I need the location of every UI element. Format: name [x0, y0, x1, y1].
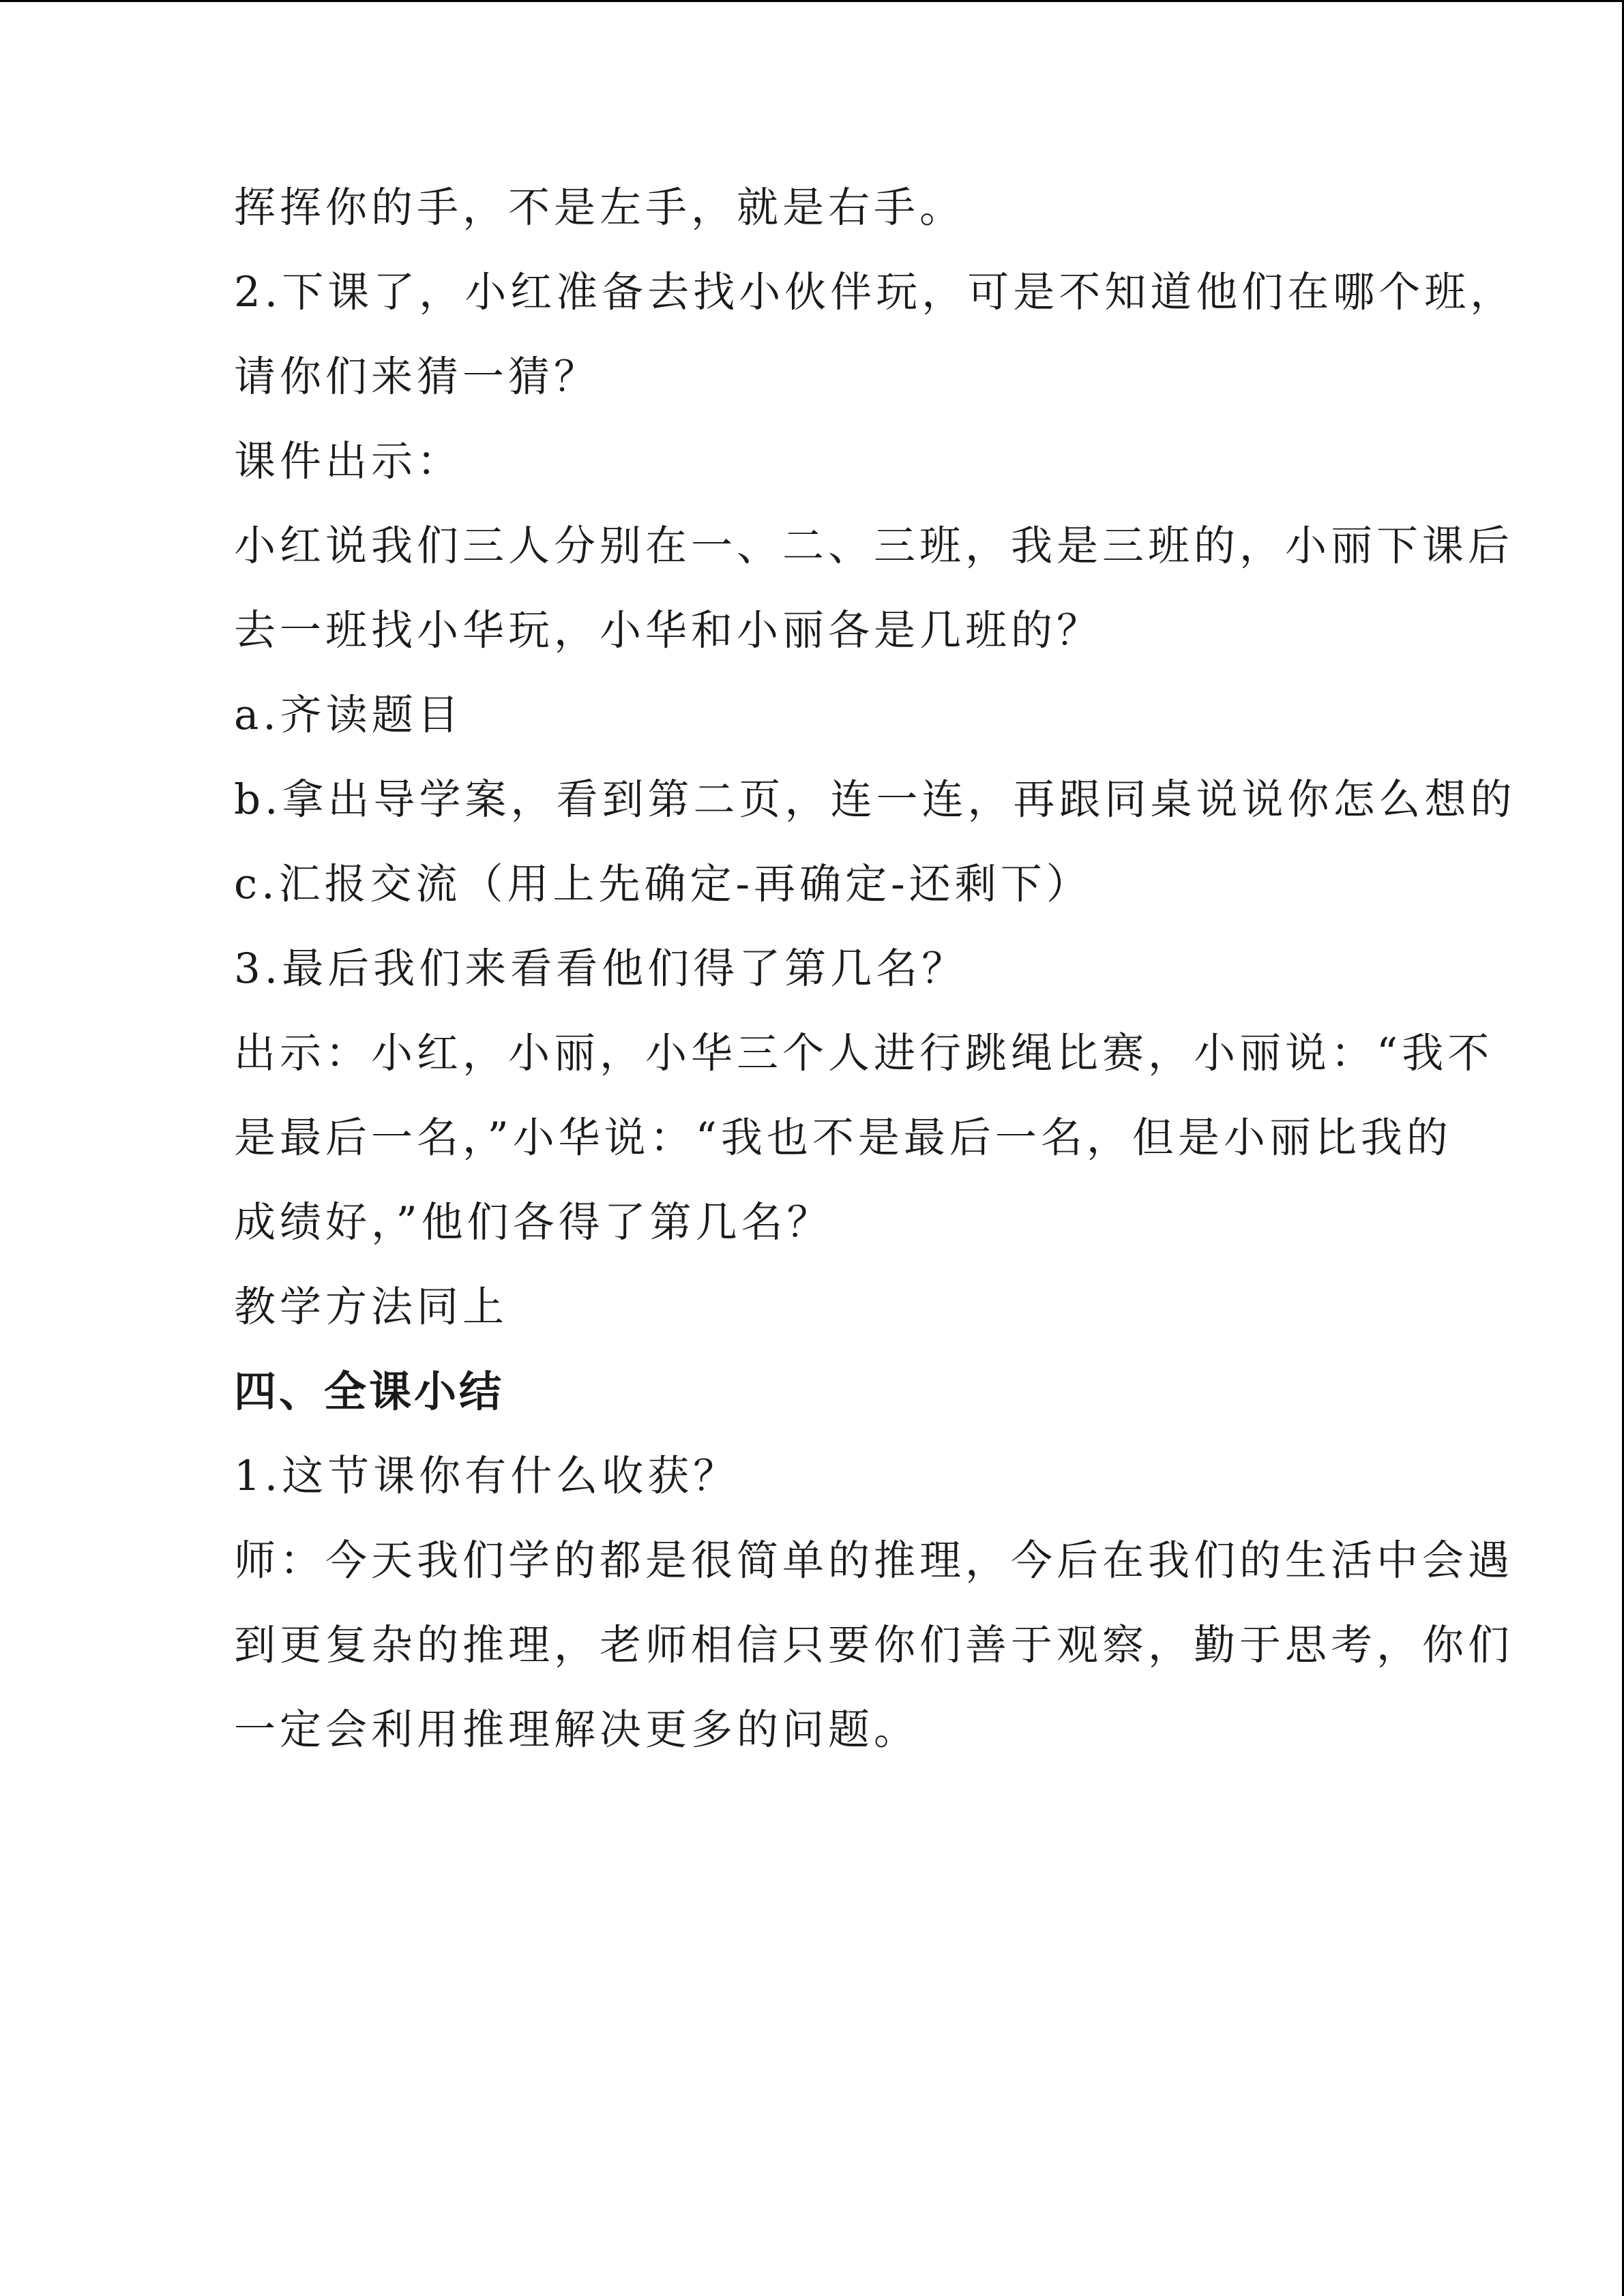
- section-heading: 四、全课小结: [234, 1367, 505, 1416]
- body-line: 教学方法同上: [234, 1283, 509, 1331]
- body-line: 到更复杂的推理，老师相信只要你们善于观察，勤于思考，你们: [234, 1621, 1514, 1669]
- body-line: 小红说我们三人分别在一、二、三班，我是三班的，小丽下课后: [234, 522, 1514, 570]
- body-line: 师：今天我们学的都是很简单的推理，今后在我们的生活中会遇: [234, 1536, 1514, 1585]
- list-item: c.汇报交流（用上先确定-再确定-还剩下）: [234, 860, 1092, 908]
- body-line: 一定会利用推理解决更多的问题。: [234, 1705, 920, 1754]
- list-item: b.拿出导学案，看到第二页，连一连，再跟同桌说说你怎么想的: [234, 775, 1516, 824]
- body-line: 3.最后我们来看看他们得了第几名？: [234, 944, 968, 993]
- body-line: 出示：小红，小丽，小华三个人进行跳绳比赛，小丽说：“我不: [234, 1029, 1494, 1077]
- body-line: 成绩好，”他们各得了第几名？: [234, 1198, 833, 1247]
- body-line: 课件出示：: [234, 437, 463, 486]
- body-line: 是最后一名，”小华说：“我也不是最后一名，但是小丽比我的: [234, 1114, 1452, 1162]
- body-line: 去一班找小华玩，小华和小丽各是几班的？: [234, 606, 1103, 655]
- document-body: [234, 166, 1516, 1772]
- list-item: a.齐读题目: [234, 691, 463, 739]
- body-line: 1.这节课你有什么收获？: [234, 1452, 739, 1500]
- body-line: 挥挥你的手，不是左手，就是右手。: [234, 183, 966, 232]
- body-line: 2.下课了，小红准备去找小伙伴玩，可是不知道他们在哪个班，: [234, 268, 1516, 316]
- body-line: 请你们来猜一猜？: [234, 353, 600, 401]
